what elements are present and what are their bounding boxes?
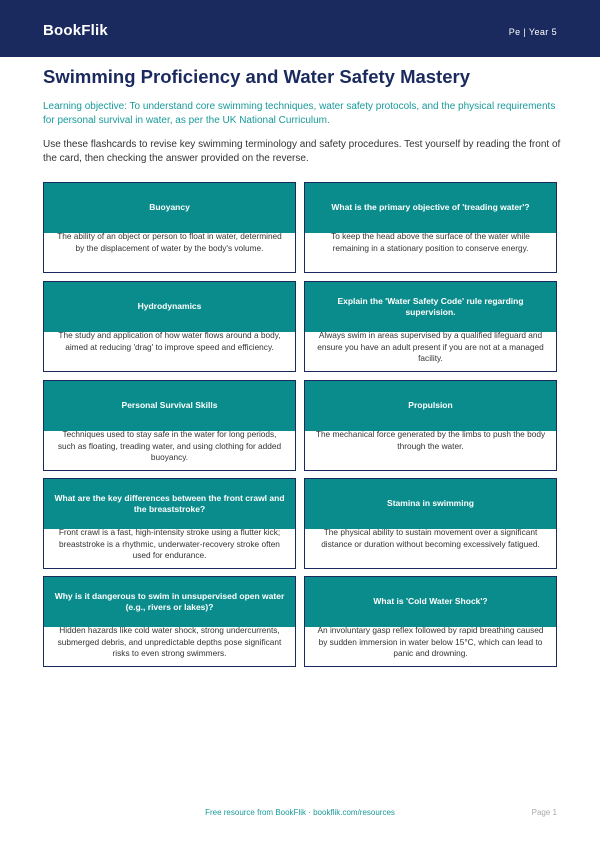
flashcard-back xyxy=(44,429,295,470)
flashcard-back xyxy=(44,625,295,666)
flashcard-answer: The mechanical force generated by the limbs to push the body through the water. xyxy=(315,429,546,451)
flashcard-term: Buoyancy xyxy=(149,202,190,213)
flashcard-answer: To keep the head above the surface of the water while remaining in a stationary position to conserve energy. xyxy=(331,231,530,253)
flashcard-back xyxy=(305,625,556,666)
flashcard-front xyxy=(305,183,556,233)
page-title: Swimming Proficiency and Water Safety Mastery xyxy=(43,66,470,87)
flashcard-term: Personal Survival Skills xyxy=(121,400,218,411)
flashcard[interactable] xyxy=(43,281,296,372)
flashcard[interactable] xyxy=(43,182,296,273)
flashcard-term: What is 'Cold Water Shock'? xyxy=(373,596,488,607)
flashcard-answer: The physical ability to sustain movement over a significant distance or duration without becoming excessively fatigued. xyxy=(321,527,540,549)
flashcard-back xyxy=(305,429,556,470)
flashcard-answer: Techniques used to stay safe in the water for long periods, such as floating, treading water, and using clothing for added buoyancy. xyxy=(57,429,282,462)
flashcard-back xyxy=(44,231,295,272)
flashcard-back xyxy=(305,231,556,272)
flashcard-front xyxy=(305,381,556,431)
flashcard-back xyxy=(44,330,295,371)
flashcard-front xyxy=(305,282,556,332)
flashcard-term: Hydrodynamics xyxy=(137,301,202,312)
flashcard-front xyxy=(44,183,295,233)
flashcard-term: Why is it dangerous to swim in unsupervised open water (e.g., rivers or lakes)? xyxy=(54,590,285,612)
footer-link[interactable]: Free resource from BookFlik · bookflik.com/resources xyxy=(205,808,395,817)
flashcard-back xyxy=(305,330,556,371)
flashcard-answer: Hidden hazards like cold water shock, strong undercurrents, submerged debris, and unpredictable depths pose significant risks to even strong swimmers. xyxy=(57,625,282,658)
flashcard[interactable] xyxy=(304,380,557,471)
learning-objective: Learning objective: To understand core swimming techniques, water safety protocols, and the physical requirements for personal survival in water, as per the UK National Curriculum. xyxy=(43,101,556,126)
flashcard[interactable] xyxy=(304,478,557,569)
header-bar xyxy=(0,0,600,57)
subject-year-label: Pe | Year 5 xyxy=(508,27,557,37)
flashcard-front xyxy=(44,282,295,332)
flashcard-answer: The ability of an object or person to float in water, determined by the displacement of water by the body's volume. xyxy=(57,231,282,253)
flashcard-answer: The study and application of how water flows around a body, aimed at reducing 'drag' to improve speed and efficiency. xyxy=(58,330,281,352)
flashcard-term: Explain the 'Water Safety Code' rule regarding supervision. xyxy=(337,295,524,317)
flashcard[interactable] xyxy=(304,182,557,273)
flashcard[interactable] xyxy=(43,478,296,569)
brand-logo[interactable]: BookFlik xyxy=(43,22,108,39)
flashcard-term: What is the primary objective of 'treading water'? xyxy=(331,202,530,213)
flashcard-front xyxy=(44,479,295,529)
flashcard-term: What are the key differences between the front crawl and the breaststroke? xyxy=(54,492,285,514)
flashcard-back xyxy=(305,527,556,568)
intro-text: Use these flashcards to revise key swimming terminology and safety procedures. Test yourself by reading the front of the card, then checking the answer provided on the reverse. xyxy=(43,139,561,164)
flashcard[interactable] xyxy=(43,576,296,667)
flashcard-back xyxy=(44,527,295,568)
flashcard-answer: Front crawl is a fast, high-intensity stroke using a flutter kick; breaststroke is a rhythmic, underwater-recovery stroke often used for endurance. xyxy=(58,527,281,560)
flashcard-answer: Always swim in areas supervised by a qualified lifeguard and ensure you have an adult present if you are not at a managed facility. xyxy=(317,330,544,363)
flashcard-answer: An involuntary gasp reflex followed by rapid breathing caused by sudden immersion in water below 15°C, which can lead to panic and drowning. xyxy=(317,625,544,658)
flashcard-term: Stamina in swimming xyxy=(387,498,474,509)
flashcard-front xyxy=(44,577,295,627)
page-number: Page 1 xyxy=(531,808,557,817)
flashcard-front xyxy=(44,381,295,431)
flashcard[interactable] xyxy=(304,281,557,372)
flashcard-front xyxy=(305,479,556,529)
flashcard[interactable] xyxy=(43,380,296,471)
flashcard[interactable] xyxy=(304,576,557,667)
flashcard-term: Propulsion xyxy=(408,400,453,411)
flashcard-front xyxy=(305,577,556,627)
